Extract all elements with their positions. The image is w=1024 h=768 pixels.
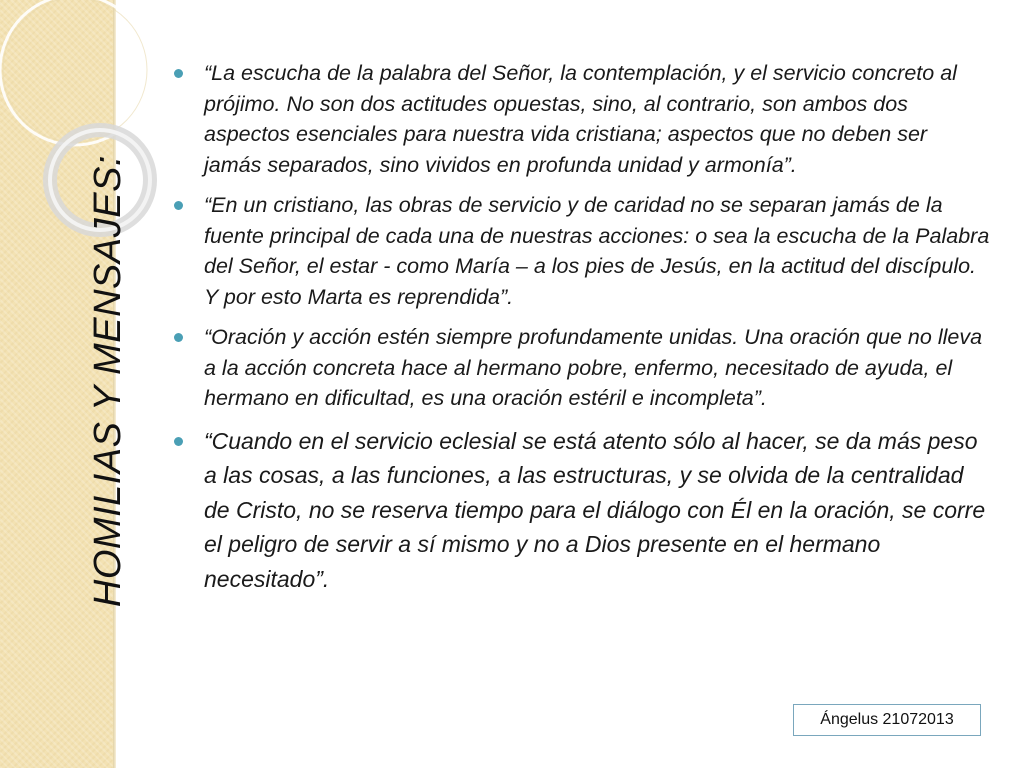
quote-item-4 xyxy=(170,424,990,597)
quote-text: “En un cristiano, las obras de servicio y de caridad no se separan jamás de la fuente principal de cada una de nuestras acciones: o sea la escucha de la Palabra del Señor, el estar - como María – a los pies de Jesús, en la actitud del discípulo. Y por esto Marta es reprendida”. xyxy=(204,193,990,309)
bullet-dot-icon xyxy=(174,333,183,342)
quote-item-2 xyxy=(170,190,990,312)
bullet-dot-icon xyxy=(174,201,183,210)
quote-list xyxy=(170,58,990,596)
side-vertical-title: HOMILIAS Y MENSAJES: xyxy=(86,155,129,608)
quote-text: “Cuando en el servicio eclesial se está atento sólo al hacer, se da más peso a las cosas, a las funciones, a las estructuras, y se olvida de la centralidad de Cristo, no se reserva tiempo para el diálogo con Él en la oración, se corre el peligro de servir a sí mismo y no a Dios presente en el hermano necesitado”. xyxy=(204,427,986,592)
quote-item-3 xyxy=(170,322,990,414)
bullet-dot-icon xyxy=(174,437,183,446)
bullet-dot-icon xyxy=(174,69,183,78)
quotes-content xyxy=(170,58,990,606)
quote-text: “Oración y acción estén siempre profundamente unidas. Una oración que no lleva a la acción concreta hace al hermano pobre, enfermo, necesitado de ayuda, el hermano en dificultad, es una oración estéril e incompleta”. xyxy=(204,325,983,410)
quote-text: “La escucha de la palabra del Señor, la contemplación, y el servicio concreto al prójimo. No son dos actitudes opuestas, sino, al contrario, son ambos dos aspectos esenciales para nuestra vida cristiana; aspectos que no deben ser jamás separados, sino vividos en profunda unidad y armonía”. xyxy=(204,61,957,177)
source-reference-text: Ángelus 21072013 xyxy=(820,711,954,728)
source-reference-box xyxy=(793,704,981,736)
quote-item-1 xyxy=(170,58,990,180)
